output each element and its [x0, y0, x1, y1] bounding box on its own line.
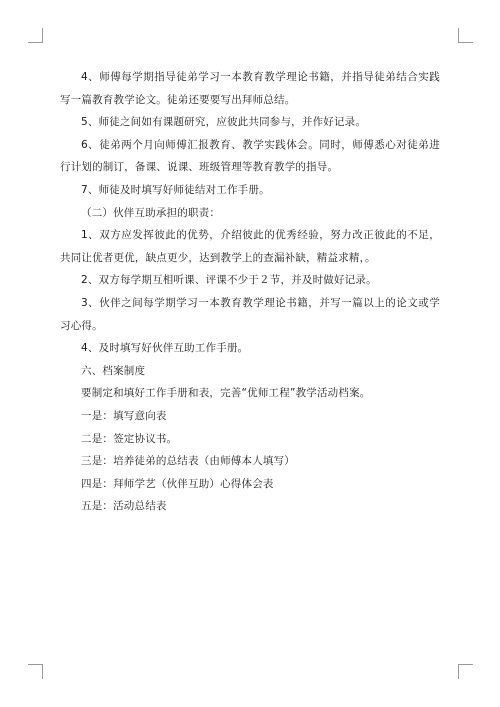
crop-mark-bottom-right [458, 664, 473, 679]
crop-mark-bottom-left [28, 664, 43, 679]
paragraph: 4、师傅每学期指导徒弟学习一本教育教学理论书籍，并指导徒弟结合实践写一篇教育教学论文。徒弟还要要写出拜师总结。 [60, 71, 440, 106]
section-subheading: （二）伙伴互助承担的职责： [81, 206, 221, 219]
paragraph: 1、双方应发挥彼此的优势，介绍彼此的优秀经验，努力改正彼此的不足，共同让优者更优，缺点更少，达到教学上的查漏补缺，精益求精，。 [60, 229, 440, 264]
paragraph: 6、徒弟两个月向师傅汇报教育、教学实践体会。同时，师傅悉心对徒弟进行计划的制订，备课、说课、班级管理等教育教学的指导。 [60, 138, 440, 174]
paragraph: 5、师徒之间如有课题研究，应彼此共同参与，并作好记录。 [81, 116, 367, 129]
section-heading: 六、档案制度 [81, 364, 146, 377]
crop-mark-top-left [28, 28, 43, 43]
paragraph: 2、双方每学期互相听课、评课不少于２节，并及时做好记录。 [81, 274, 377, 287]
list-item: 四是：拜师学艺（伙伴互助）心得体会表 [81, 477, 274, 490]
list-item: 五是：活动总结表 [81, 500, 167, 513]
paragraph: 4、及时填写好伙伴互助工作手册。 [81, 342, 249, 355]
paragraph: 要制定和填好工作手册和表，完善“优师工程”教学活动档案。 [81, 387, 371, 400]
list-item: 一是：填写意向表 [81, 409, 167, 422]
crop-mark-top-right [458, 28, 473, 43]
list-item: 二是：签定协议书。 [81, 432, 178, 445]
document-body [60, 66, 440, 518]
paragraph: 3、伙伴之间每学期学习一本教育教学理论书籍，并写一篇以上的论文或学习心得。 [60, 296, 440, 332]
paragraph: 7、师徒及时填写好师徒结对工作手册。 [81, 183, 270, 196]
list-item: 三是：培养徒弟的总结表（由师傅本人填写） [81, 455, 295, 468]
